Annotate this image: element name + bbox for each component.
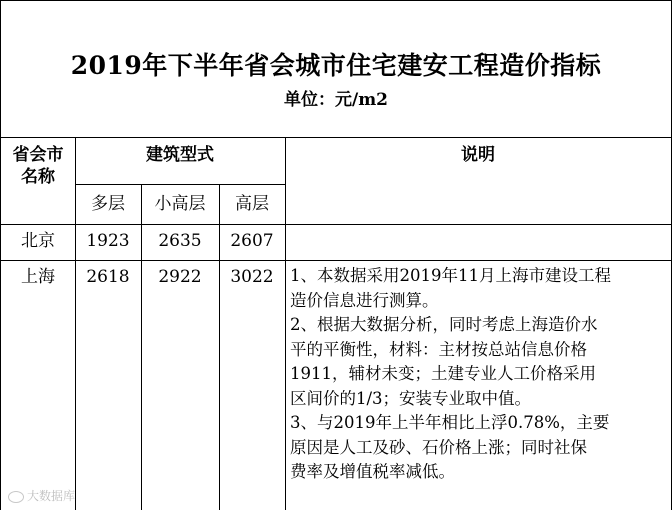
header-city — [1, 144, 75, 188]
row-beijing-high: 2607 — [230, 231, 274, 251]
note-line: 造价信息进行测算。 — [290, 290, 439, 310]
header-building-type: 建筑型式 — [146, 145, 214, 165]
row-beijing-city: 北京 — [21, 231, 55, 251]
subheader-high: 高层 — [235, 194, 269, 214]
watermark-text: 大数据库 — [27, 489, 76, 503]
title-block — [1, 1, 671, 138]
note-line: 2、根据大数据分析，同时考虑上海造价水 — [290, 315, 598, 334]
row-shanghai-high: 3022 — [230, 267, 274, 287]
header-city-line1: 省会市 — [12, 145, 64, 165]
note-line: 1、本数据采用2019年11月上海市建设工程 — [290, 266, 611, 285]
row-shanghai-city: 上海 — [21, 267, 55, 287]
row-shanghai-mid: 2922 — [158, 267, 202, 287]
watermark-logo-icon — [8, 491, 24, 503]
row-beijing-mid: 2635 — [158, 231, 202, 251]
note-line: 原因是人工及砂、石价格上涨；同时社保 — [290, 437, 587, 457]
row-shanghai-low: 2618 — [86, 267, 130, 287]
watermark — [8, 487, 75, 504]
page-title: 2019年下半年省会城市住宅建安工程造价指标 — [70, 51, 602, 80]
note-line: 费率及增值税率减低。 — [290, 462, 455, 481]
note-line: 平的平衡性，材料：主材按总站信息价格 — [290, 339, 587, 359]
divider-header-bottom — [1, 224, 671, 225]
divider-row-beijing-bottom — [1, 260, 671, 261]
divider-subheader-top — [75, 184, 285, 185]
note-line: 3、与2019年上半年相比上浮0.78%，主要 — [290, 413, 610, 432]
unit-label: 单位：元/m2 — [283, 90, 389, 110]
notes-text — [290, 264, 668, 485]
vline-high — [285, 137, 286, 510]
subheader-low: 多层 — [91, 194, 125, 214]
subheader-mid: 小高层 — [154, 194, 206, 214]
note-line: 区间价的1/3；安装专业取中值。 — [290, 388, 532, 408]
row-beijing-low: 1923 — [86, 231, 130, 251]
header-city-line2: 名称 — [21, 167, 55, 187]
note-line: 1911，辅材未变；土建专业人工价格采用 — [290, 364, 596, 383]
header-note: 说明 — [461, 145, 495, 165]
